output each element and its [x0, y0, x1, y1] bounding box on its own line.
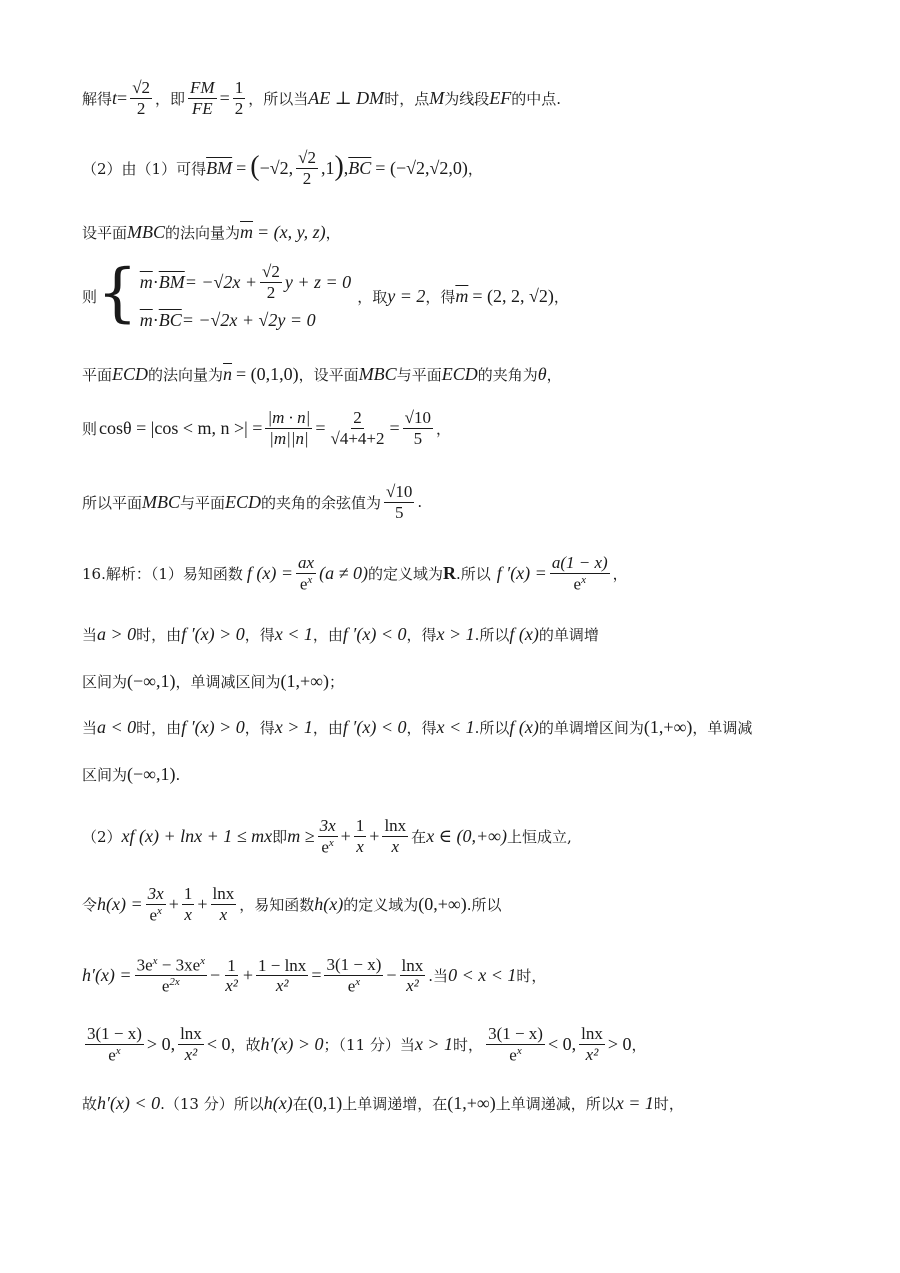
- denominator: 5: [413, 428, 423, 448]
- line-13: [82, 816, 572, 857]
- denominator: [160, 976, 182, 996]
- text: 与平面: [396, 366, 442, 384]
- math: =: [315, 417, 326, 438]
- text: 为线段: [444, 89, 490, 108]
- text: 时，由: [136, 626, 182, 644]
- exponent: 2x: [169, 976, 180, 989]
- math: < 0: [206, 1033, 231, 1054]
- fraction: [403, 408, 433, 448]
- text: ，即: [155, 89, 186, 108]
- denominator: x: [356, 836, 364, 856]
- math: = −√2x +: [184, 271, 258, 292]
- fraction: [296, 148, 318, 188]
- math: = −√2x + √2y = 0: [181, 310, 316, 331]
- fraction: [135, 955, 207, 996]
- text: ，由: [312, 626, 343, 644]
- numerator: √2: [262, 262, 280, 281]
- text: 时，由: [136, 719, 182, 737]
- text: ，单调减区间为: [175, 673, 281, 691]
- text: ，: [631, 1035, 647, 1054]
- text: 设平面: [82, 224, 128, 242]
- math: a > 0: [97, 624, 137, 644]
- math: x ∈ (0,+∞): [426, 825, 507, 846]
- fraction: [318, 816, 338, 857]
- e-base: e: [161, 976, 170, 996]
- vector-m: $\overline{m}$: [455, 286, 469, 307]
- text: 在: [292, 1095, 308, 1113]
- math: x > 1: [274, 717, 313, 737]
- text: 的单调增: [538, 626, 599, 644]
- line-5: [82, 364, 562, 385]
- text: 的法向量为: [165, 224, 241, 242]
- text: .（13 分）所以: [160, 1095, 264, 1113]
- line-7: [82, 482, 422, 522]
- denominator: [298, 574, 314, 594]
- line-4: [82, 255, 569, 331]
- denominator: √ 4+4+2: [328, 429, 386, 449]
- math: (0,+∞): [418, 893, 467, 914]
- text: 的定义域为: [367, 564, 443, 583]
- math: ECD: [441, 364, 478, 384]
- math: MBC: [127, 222, 166, 242]
- paren: ): [334, 151, 344, 183]
- line-14: [82, 884, 502, 925]
- numerator: FM: [190, 78, 215, 97]
- text: 与平面: [180, 493, 226, 512]
- numerator: |m · n|: [267, 408, 311, 427]
- math: =: [236, 157, 247, 178]
- vector-bm: $\overline{BM}$: [206, 157, 233, 178]
- text: 区间为: [82, 766, 128, 784]
- math: ·: [152, 271, 159, 292]
- text: 故: [82, 1095, 98, 1113]
- fraction: [324, 955, 383, 996]
- fraction: [85, 1024, 144, 1065]
- e-base: e: [149, 905, 157, 925]
- exponent: x: [156, 904, 162, 917]
- exponent: x: [581, 573, 586, 586]
- text: .: [175, 765, 181, 784]
- math: h′(x) > 0: [260, 1033, 324, 1054]
- text: 解得: [82, 89, 113, 108]
- text: 时，: [453, 1035, 484, 1054]
- fraction: [178, 1024, 204, 1064]
- math: x < 1: [436, 717, 475, 737]
- fraction: [384, 482, 414, 522]
- vector-n: $\overline{n}$: [223, 364, 233, 384]
- denominator: [319, 837, 335, 857]
- math: a < 0: [97, 717, 137, 737]
- math: h′(x) < 0: [97, 1093, 161, 1113]
- math: f ′(x) =: [496, 562, 547, 583]
- line-16: [82, 1024, 647, 1065]
- text: 区间为: [82, 673, 128, 691]
- text: ，易知函数: [239, 895, 315, 914]
- fraction: [579, 1024, 605, 1064]
- numerator: lnx: [401, 955, 424, 975]
- text: 上单调递减，所以: [495, 1095, 616, 1113]
- fraction: [182, 884, 195, 924]
- real-numbers: R: [442, 562, 456, 583]
- text: ，得: [244, 719, 275, 737]
- math: ECD: [225, 491, 262, 512]
- fraction: [486, 1024, 545, 1065]
- math: −: [386, 965, 397, 986]
- numerator: 1: [355, 816, 365, 836]
- text: ，得: [425, 288, 456, 307]
- fraction: [256, 956, 308, 996]
- denominator: [346, 976, 362, 996]
- fraction: [265, 408, 312, 448]
- text: .所以: [474, 719, 510, 737]
- text: .所以: [466, 895, 502, 914]
- math: +: [369, 825, 380, 846]
- text: 即: [272, 827, 288, 846]
- text: ，所以当: [248, 89, 309, 108]
- text: 的法向量为: [148, 366, 224, 384]
- vector-bc: $\overline{BC}$: [348, 157, 372, 178]
- exponent: x: [115, 1044, 121, 1057]
- math: (a ≠ 0): [319, 562, 368, 583]
- math: ECD: [112, 364, 149, 384]
- vector-m: $\overline{m}$: [139, 310, 153, 331]
- math: y + z = 0: [284, 271, 352, 292]
- denominator: [507, 1045, 523, 1065]
- math: M: [429, 87, 445, 108]
- text: ，设平面: [298, 366, 359, 384]
- text: ，: [436, 419, 452, 438]
- math: f ′(x) > 0: [181, 717, 245, 737]
- math: MBC: [142, 491, 181, 512]
- numerator: √ 10: [403, 408, 433, 429]
- numerator: 1 − lnx: [258, 955, 307, 975]
- text: 的单调增区间为: [538, 719, 644, 737]
- fraction: [550, 553, 610, 594]
- e-base: e: [347, 976, 356, 996]
- math: =: [117, 87, 128, 108]
- exponent: x: [307, 573, 313, 586]
- math: +: [197, 893, 208, 914]
- fraction: [354, 816, 367, 856]
- text: 令: [82, 895, 98, 914]
- math: = (x, y, z): [257, 222, 326, 242]
- math: 0 < x < 1: [448, 965, 517, 986]
- fraction: [130, 78, 152, 118]
- numerator: √2: [298, 148, 316, 167]
- fraction: [328, 408, 386, 448]
- text: ，: [612, 564, 628, 583]
- text: 则: [82, 419, 98, 438]
- text: 在: [411, 827, 427, 846]
- math: (1,+∞): [280, 671, 329, 691]
- line-8: [82, 553, 628, 594]
- text: 的定义域为: [343, 895, 419, 914]
- text: 时，: [516, 967, 547, 986]
- math: < 0,: [547, 1033, 577, 1054]
- math: xf (x) + lnx + 1 ≤ mx: [121, 825, 273, 846]
- math: +: [242, 965, 253, 986]
- text: ，由: [312, 719, 343, 737]
- exponent: x: [516, 1044, 522, 1057]
- math: +: [168, 893, 179, 914]
- fraction: [188, 78, 217, 118]
- denominator: x²: [184, 1044, 198, 1064]
- math: y = 2: [387, 286, 426, 307]
- math: > 0: [607, 1033, 632, 1054]
- text: 上恒成立,: [506, 827, 572, 846]
- numerator: 1: [227, 955, 236, 975]
- exponent: x: [355, 975, 361, 988]
- math: f (x): [509, 717, 539, 737]
- numerator: 1: [234, 78, 244, 97]
- math: = (0,1,0): [236, 364, 299, 384]
- fraction: [382, 816, 408, 856]
- equation-system: [140, 262, 351, 331]
- math: x > 1: [436, 624, 475, 644]
- term: − 3xe: [157, 955, 201, 975]
- text: 时，点: [384, 89, 430, 108]
- brace: {: [97, 255, 138, 330]
- text: ；（11 分）当: [323, 1035, 415, 1054]
- text: （2）由（1）可得: [82, 159, 207, 178]
- math: h(x) =: [97, 893, 143, 914]
- text: 平面: [82, 366, 113, 384]
- line-9: [82, 624, 599, 645]
- math: −√2,: [259, 157, 294, 178]
- math: t: [112, 87, 118, 108]
- denominator: x²: [275, 976, 289, 996]
- text: 当: [82, 719, 98, 737]
- denominator: [106, 1045, 122, 1065]
- line-3: [82, 222, 341, 243]
- line-10: [82, 671, 344, 692]
- numerator: √2: [132, 78, 151, 97]
- denominator: x²: [585, 1044, 599, 1064]
- numerator: lnx: [180, 1024, 202, 1044]
- vector-bm: $\overline{BM}$: [158, 271, 185, 292]
- exponent: x: [328, 836, 334, 849]
- text: ，故: [230, 1035, 261, 1054]
- line-11: [82, 717, 752, 738]
- fraction: [260, 262, 282, 302]
- fraction: [233, 78, 246, 118]
- denominator: x²: [225, 976, 238, 996]
- numerator: 3x: [319, 816, 336, 835]
- math: MBC: [358, 364, 397, 384]
- text: 当: [82, 626, 98, 644]
- math: f ′(x) < 0: [342, 717, 407, 737]
- math: (−∞,1): [127, 671, 176, 691]
- line-17: [82, 1093, 684, 1114]
- math: f (x): [509, 624, 539, 644]
- math: h′(x) =: [82, 965, 132, 986]
- numerator: lnx: [384, 816, 407, 836]
- text: ，: [325, 224, 341, 242]
- e-base: e: [509, 1045, 517, 1065]
- text: 的夹角的余弦值为: [261, 493, 382, 512]
- line-15: [82, 955, 546, 996]
- numerator: 3(1 − x): [87, 1024, 142, 1043]
- text: ，得: [406, 626, 437, 644]
- text: .: [417, 493, 423, 512]
- text: ，: [546, 366, 562, 384]
- math: ·: [152, 310, 159, 331]
- denominator: 5: [394, 502, 404, 522]
- e-base: e: [573, 574, 582, 594]
- line-2: [82, 148, 483, 188]
- math: =: [389, 417, 400, 438]
- math: m ≥: [287, 825, 315, 846]
- denominator: 2: [234, 98, 244, 118]
- text: ，: [553, 288, 569, 307]
- denominator: FE: [191, 98, 213, 118]
- line-12: [82, 764, 180, 785]
- denominator: x: [184, 904, 192, 924]
- fraction: [146, 884, 166, 925]
- text: ；: [329, 673, 345, 691]
- exponent: x: [200, 955, 206, 967]
- line-6: [82, 408, 451, 448]
- math: (−∞,1): [127, 764, 176, 784]
- math: = (−√2,√2,0): [375, 157, 468, 178]
- text: 所以平面: [82, 493, 143, 512]
- numerator: ax: [298, 553, 315, 572]
- equation-1: [140, 262, 351, 302]
- math: x < 1: [274, 624, 313, 644]
- fraction: [296, 553, 316, 594]
- numerator: [135, 955, 207, 976]
- text: .所以: [474, 626, 510, 644]
- math: x > 1: [414, 1033, 454, 1054]
- numerator: a(1 − x): [551, 553, 608, 572]
- fraction: [211, 884, 237, 924]
- vector-m: $\overline{m}$: [139, 271, 153, 292]
- numerator: 3x: [147, 884, 164, 903]
- text: （2）: [82, 827, 122, 846]
- e-base: e: [299, 574, 308, 594]
- numerator: 3(1 − x): [326, 955, 382, 975]
- term: 3e: [136, 955, 153, 975]
- numerator: 1: [183, 884, 193, 904]
- numerator: lnx: [581, 1024, 603, 1044]
- math: EF: [489, 87, 512, 108]
- text: 则: [82, 288, 98, 307]
- denominator: |m||n|: [269, 428, 309, 448]
- text: 上单调递增，在: [342, 1095, 448, 1113]
- math: > 0,: [146, 1033, 176, 1054]
- denominator: x: [219, 904, 228, 924]
- text: .当: [428, 967, 449, 986]
- fraction: [400, 956, 426, 996]
- e-base: e: [108, 1045, 116, 1065]
- denominator: 2: [266, 282, 276, 302]
- equation-2: [140, 310, 351, 331]
- numerator: lnx: [212, 884, 235, 904]
- math: =: [311, 965, 322, 986]
- line-1: [82, 78, 561, 118]
- math: f (x) =: [246, 562, 294, 583]
- text: .所以: [455, 564, 491, 583]
- text: ，取: [357, 288, 388, 307]
- text: 的夹角为: [477, 366, 538, 384]
- text: 16.解析：（1）易知函数: [82, 564, 243, 583]
- fraction: [223, 956, 240, 996]
- denominator: x: [391, 836, 400, 856]
- math: (1,+∞): [643, 717, 693, 737]
- math: −: [210, 965, 221, 986]
- math: =: [219, 87, 230, 108]
- math: (0,1): [307, 1093, 343, 1113]
- vector-bc: $\overline{BC}$: [158, 310, 182, 331]
- denominator: x²: [406, 976, 419, 996]
- e-base: e: [321, 837, 329, 857]
- math: ,: [343, 157, 349, 178]
- math: f ′(x) < 0: [342, 624, 407, 644]
- math: h(x): [263, 1093, 293, 1113]
- math: f ′(x) > 0: [181, 624, 245, 644]
- paren: (: [250, 151, 260, 183]
- denominator: 2: [302, 168, 312, 188]
- denominator: 2: [136, 98, 146, 118]
- denominator: [572, 574, 588, 594]
- text: 的中点.: [511, 89, 561, 108]
- text: ，: [467, 159, 483, 178]
- math: cosθ = |cos < m, n >| =: [99, 417, 263, 438]
- math: x = 1: [615, 1093, 654, 1113]
- math: h(x): [314, 893, 344, 914]
- math: θ: [537, 364, 547, 384]
- numerator: 2: [353, 408, 362, 427]
- numerator: 3(1 − x): [488, 1024, 543, 1043]
- math: (1,+∞): [447, 1093, 496, 1113]
- math: AE ⊥ DM: [308, 87, 385, 108]
- math: = (2, 2, √2): [472, 286, 554, 307]
- text: ，得: [244, 626, 275, 644]
- math: +: [340, 825, 351, 846]
- vector-m: $\overline{m}$: [240, 222, 254, 242]
- math: ,1: [320, 157, 335, 178]
- denominator: [147, 905, 163, 925]
- exponent: x: [152, 955, 158, 967]
- numerator: √ 10: [384, 482, 414, 503]
- text: ，单调减: [692, 719, 753, 737]
- text: 时，: [653, 1095, 684, 1113]
- text: ，得: [406, 719, 437, 737]
